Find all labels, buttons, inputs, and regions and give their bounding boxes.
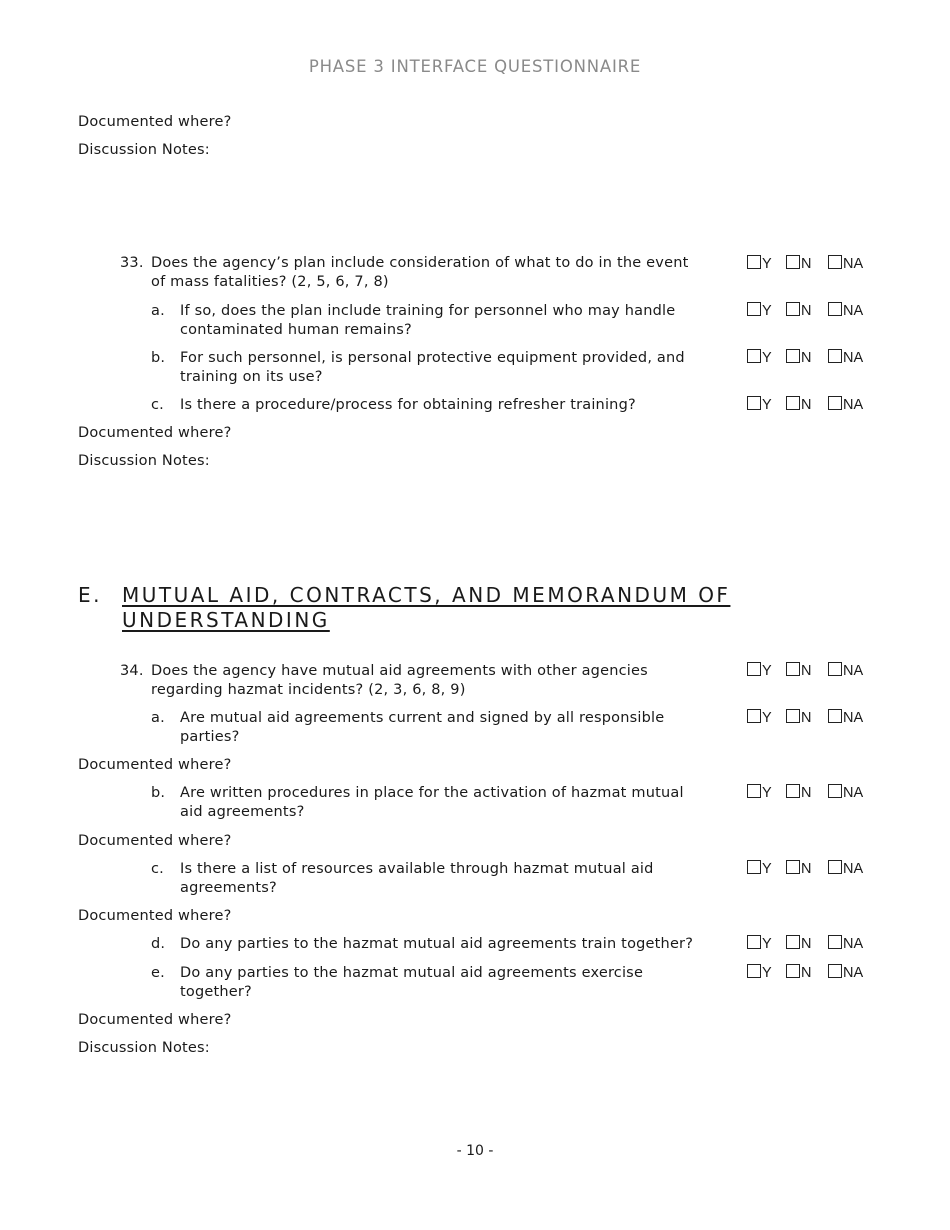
- discussion-notes-label: Discussion Notes:: [78, 1040, 210, 1056]
- documented-where-label: Documented where?: [78, 425, 232, 441]
- page-header: PHASE 3 INTERFACE QUESTIONNAIRE: [308, 57, 642, 76]
- discussion-notes-label: Discussion Notes:: [78, 142, 210, 158]
- no-checkbox[interactable]: [786, 709, 800, 723]
- documented-where-label: Documented where?: [78, 1012, 232, 1028]
- na-checkbox[interactable]: [828, 935, 842, 949]
- question-33-text: Does the agency’s plan include consideration of what to do in the event of mass fatalities? (2, 5, 6, 7, 8): [151, 255, 689, 290]
- no-checkbox[interactable]: [786, 255, 800, 269]
- no-checkbox[interactable]: [786, 349, 800, 363]
- question-33c-text: Is there a procedure/process for obtaining refresher training?: [180, 397, 636, 413]
- answer-options: Y N NA: [747, 935, 863, 953]
- section-letter: E.: [78, 583, 102, 607]
- answer-options: Y N NA: [747, 396, 863, 414]
- na-checkbox[interactable]: [828, 709, 842, 723]
- question-34c-text: Is there a list of resources available through hazmat mutual aid agreements?: [180, 861, 654, 896]
- question-34e-text: Do any parties to the hazmat mutual aid agreements exercise together?: [180, 965, 644, 1000]
- documented-where-label: Documented where?: [78, 908, 232, 924]
- yes-checkbox[interactable]: [747, 964, 761, 978]
- yes-checkbox[interactable]: [747, 860, 761, 874]
- question-34-text: Does the agency have mutual aid agreements with other agencies regarding hazmat incidents? (2, 3, 6, 8, 9): [151, 663, 648, 698]
- na-checkbox[interactable]: [828, 860, 842, 874]
- documented-where-label: Documented where?: [78, 757, 232, 773]
- answer-options: Y N NA: [747, 860, 863, 878]
- na-checkbox[interactable]: [828, 964, 842, 978]
- yes-checkbox[interactable]: [747, 784, 761, 798]
- answer-options: Y N NA: [747, 255, 863, 273]
- sub-question-letter: b.: [151, 350, 166, 366]
- answer-options: Y N NA: [747, 964, 863, 982]
- na-checkbox[interactable]: [828, 302, 842, 316]
- documented-where-label: Documented where?: [78, 114, 232, 130]
- yes-checkbox[interactable]: [747, 662, 761, 676]
- answer-options: Y N NA: [747, 349, 863, 367]
- na-checkbox[interactable]: [828, 349, 842, 363]
- page-number: - 10 -: [456, 1143, 494, 1159]
- na-checkbox[interactable]: [828, 662, 842, 676]
- na-checkbox[interactable]: [828, 784, 842, 798]
- sub-question-letter: c.: [151, 861, 164, 877]
- discussion-notes-label: Discussion Notes:: [78, 453, 210, 469]
- na-checkbox[interactable]: [828, 396, 842, 410]
- na-checkbox[interactable]: [828, 255, 842, 269]
- answer-options: Y N NA: [747, 302, 863, 320]
- sub-question-letter: d.: [151, 936, 166, 952]
- sub-question-letter: c.: [151, 397, 164, 413]
- answer-options: Y N NA: [747, 709, 863, 727]
- sub-question-letter: e.: [151, 965, 165, 981]
- question-number: 34.: [120, 663, 144, 679]
- no-checkbox[interactable]: [786, 860, 800, 874]
- question-34b-text: Are written procedures in place for the activation of hazmat mutual aid agreements?: [180, 785, 684, 820]
- yes-checkbox[interactable]: [747, 349, 761, 363]
- yes-checkbox[interactable]: [747, 302, 761, 316]
- sub-question-letter: b.: [151, 785, 166, 801]
- no-checkbox[interactable]: [786, 784, 800, 798]
- no-checkbox[interactable]: [786, 302, 800, 316]
- yes-checkbox[interactable]: [747, 935, 761, 949]
- question-number: 33.: [120, 255, 144, 271]
- question-33b-text: For such personnel, is personal protective equipment provided, and training on its use?: [180, 350, 685, 385]
- no-checkbox[interactable]: [786, 964, 800, 978]
- sub-question-letter: a.: [151, 303, 165, 319]
- no-checkbox[interactable]: [786, 662, 800, 676]
- no-checkbox[interactable]: [786, 935, 800, 949]
- sub-question-letter: a.: [151, 710, 165, 726]
- yes-checkbox[interactable]: [747, 255, 761, 269]
- question-34d-text: Do any parties to the hazmat mutual aid agreements train together?: [180, 936, 694, 952]
- documented-where-label: Documented where?: [78, 833, 232, 849]
- yes-checkbox[interactable]: [747, 709, 761, 723]
- answer-options: Y N NA: [747, 662, 863, 680]
- question-33a-text: If so, does the plan include training for personnel who may handle contaminated human remains?: [180, 303, 676, 338]
- answer-options: Y N NA: [747, 784, 863, 802]
- no-checkbox[interactable]: [786, 396, 800, 410]
- yes-checkbox[interactable]: [747, 396, 761, 410]
- section-title: MUTUAL AID, CONTRACTS, AND MEMORANDUM OF UNDERSTANDING: [122, 583, 731, 632]
- question-34a-text: Are mutual aid agreements current and signed by all responsible parties?: [180, 710, 665, 745]
